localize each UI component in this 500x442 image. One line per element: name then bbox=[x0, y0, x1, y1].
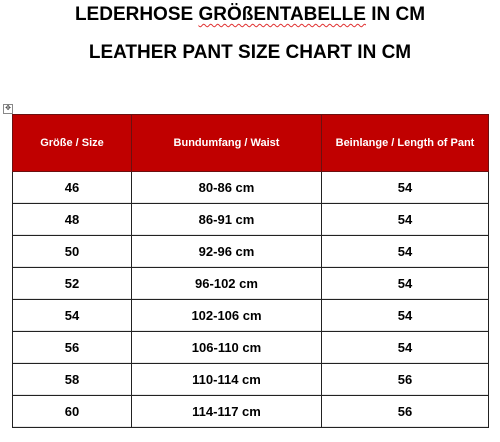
title-german-part1: LEDERHOSE bbox=[74, 4, 199, 25]
cell-length: 54 bbox=[322, 268, 489, 300]
table-row bbox=[13, 300, 489, 332]
size-chart-table bbox=[12, 114, 489, 428]
cell-waist: 80-86 cm bbox=[132, 172, 322, 204]
cell-size: 48 bbox=[13, 204, 132, 236]
cell-waist: 106-110 cm bbox=[132, 332, 322, 364]
table-row bbox=[13, 236, 489, 268]
header-size: Größe / Size bbox=[13, 115, 132, 172]
table-row bbox=[13, 204, 489, 236]
move-handle-icon[interactable]: ✥ bbox=[3, 104, 13, 114]
cell-length: 56 bbox=[322, 396, 489, 428]
table-row bbox=[13, 172, 489, 204]
cell-size: 46 bbox=[13, 172, 132, 204]
cell-size: 54 bbox=[13, 300, 132, 332]
cell-waist: 86-91 cm bbox=[132, 204, 322, 236]
table-row bbox=[13, 268, 489, 300]
cell-length: 54 bbox=[322, 300, 489, 332]
cell-size: 60 bbox=[13, 396, 132, 428]
cell-size: 52 bbox=[13, 268, 132, 300]
cell-size: 50 bbox=[13, 236, 132, 268]
header-waist: Bundumfang / Waist bbox=[132, 115, 322, 172]
cell-waist: 114-117 cm bbox=[132, 396, 322, 428]
table-row bbox=[13, 332, 489, 364]
cell-waist: 96-102 cm bbox=[132, 268, 322, 300]
cell-length: 54 bbox=[322, 204, 489, 236]
table-row bbox=[13, 396, 489, 428]
cell-length: 54 bbox=[322, 332, 489, 364]
cell-waist: 102-106 cm bbox=[132, 300, 322, 332]
title-german bbox=[0, 4, 500, 26]
cell-size: 56 bbox=[13, 332, 132, 364]
table-header-row bbox=[13, 115, 489, 172]
cell-size: 58 bbox=[13, 364, 132, 396]
cell-waist: 92-96 cm bbox=[132, 236, 322, 268]
title-english: LEATHER PANT SIZE CHART IN CM bbox=[88, 42, 412, 63]
header-length: Beinlange / Length of Pant bbox=[322, 115, 489, 172]
cell-length: 56 bbox=[322, 364, 489, 396]
cell-length: 54 bbox=[322, 236, 489, 268]
title-german-part3: IN CM bbox=[365, 4, 426, 25]
title-german-spellcheck-word: GRÖßENTABELLE bbox=[198, 4, 366, 25]
cell-waist: 110-114 cm bbox=[132, 364, 322, 396]
table-row bbox=[13, 364, 489, 396]
cell-length: 54 bbox=[322, 172, 489, 204]
